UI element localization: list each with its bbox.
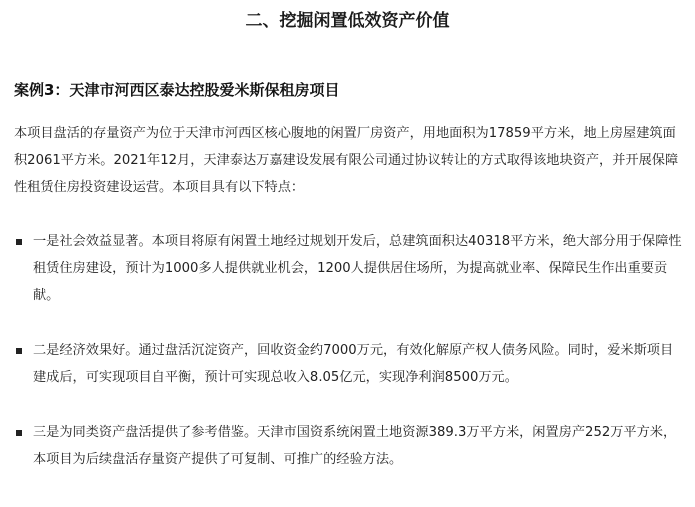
square-bullet-icon [16, 430, 22, 436]
list-item [0, 337, 685, 391]
list-item-text: 三是为同类资产盘活提供了参考借鉴。天津市国资系统闲置土地资源389.3万平方米，闲置房产252万平方米，本项目为后续盘活存量资产提供了可复制、可推广的经验方法。 [33, 425, 677, 467]
square-bullet-icon [16, 239, 22, 245]
square-bullet-icon [16, 348, 22, 354]
intro-paragraph: 本项目盘活的存量资产为位于天津市河西区核心腹地的闲置厂房资产，用地面积为17859平方米，地上房屋建筑面积2061平方米。2021年12月，天津泰达万嘉建设发展有限公司通过协议转让的方式取得该地块资产，并开展保障性租赁住房投资建设运营。本项目具有以下特点： [14, 126, 679, 195]
feature-list [0, 228, 695, 473]
list-item-text: 二是经济效果好。通过盘活沉淀资产，回收资金约7000万元，有效化解原产权人债务风险。同时，爱米斯项目建成后，可实现项目自平衡，预计可实现总收入8.05亿元，实现净利润8500万元。 [33, 343, 674, 385]
case-title: 案例3：天津市河西区泰达控股爱米斯保租房项目 [14, 81, 340, 99]
list-item [0, 228, 685, 309]
section-title: 二、挖掘闲置低效资产价值 [245, 11, 450, 31]
list-item [0, 419, 685, 473]
list-item-text: 一是社会效益显著。本项目将原有闲置土地经过规划开发后，总建筑面积达40318平方米，绝大部分用于保障性租赁住房建设，预计为1000多人提供就业机会，1200人提供居住场所，为提高就业率、保障民生作出重要贡献。 [33, 234, 682, 303]
